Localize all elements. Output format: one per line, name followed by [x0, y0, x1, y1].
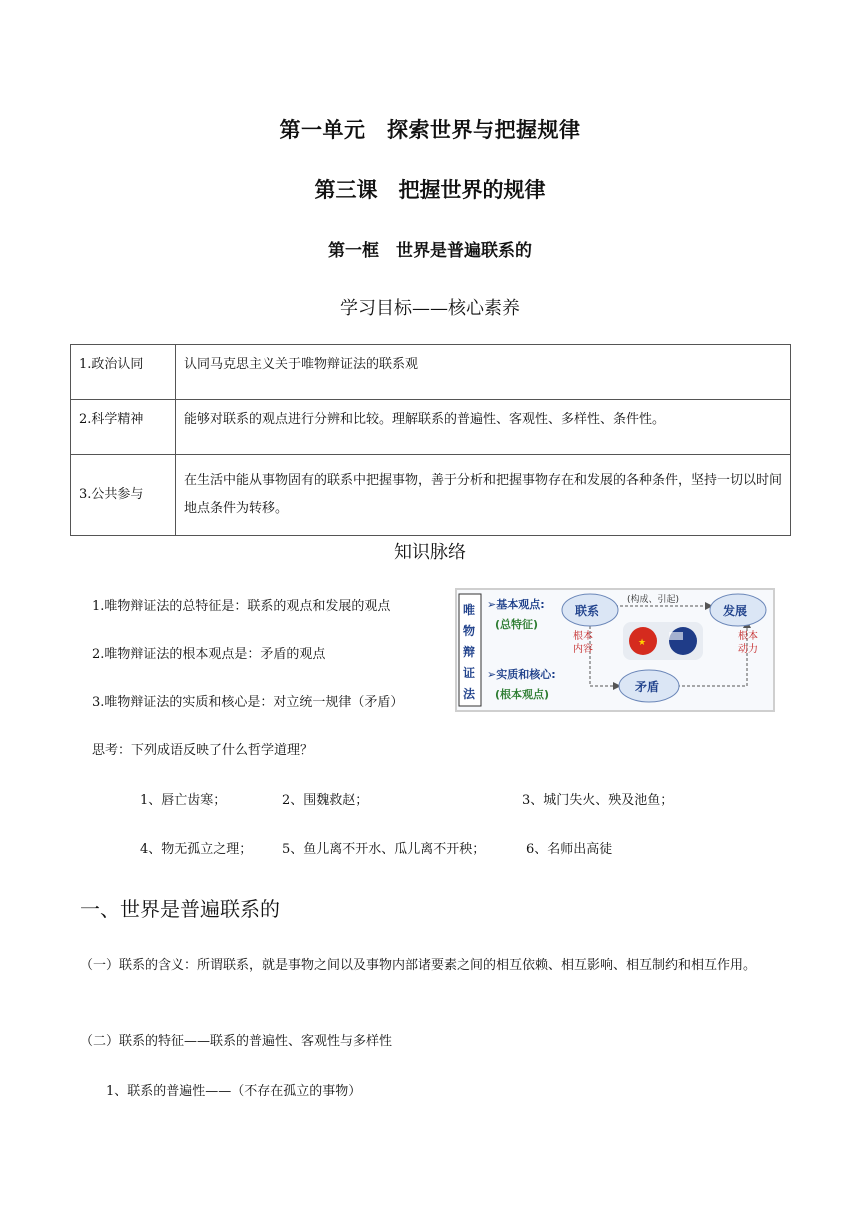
basic-view-label: ➢基本观点:	[487, 598, 545, 611]
lesson-title: 第三课 把握世界的规律	[314, 177, 546, 202]
idiom-4: 4、物无孤立之理；	[140, 842, 253, 857]
knowledge-heading: 知识脉络	[394, 542, 466, 563]
goals-table	[70, 344, 791, 536]
knowledge-item-2: 2.唯物辩证法的根本观点是：矛盾的观点	[92, 647, 326, 662]
basic-view-sub: (总特征)	[495, 618, 539, 631]
root-power-label: 根本动力	[738, 631, 758, 655]
knowledge-item-3: 3.唯物辩证法的实质和核心是：对立统一规律（矛盾）	[92, 695, 404, 710]
goal-value: 能够对联系的观点进行分辨和比较。理解联系的普遍性、客观性、多样性、条件性。	[176, 400, 791, 455]
meaning-paragraph: （一）联系的含义：所谓联系，就是事物之间以及事物内部诸要素之间的相互依赖、相互影响、相互制约和相互作用。	[80, 958, 757, 973]
idiom-3: 3、城门失火、殃及池鱼；	[522, 793, 674, 808]
table-row	[71, 455, 791, 536]
universality-line: 1、联系的普遍性——（不存在孤立的事物）	[106, 1084, 362, 1099]
goals-heading: 学习目标——核心素养	[340, 298, 520, 319]
svg-text:★: ★	[638, 638, 647, 648]
side-label: 唯物辩证法	[463, 603, 476, 701]
node-link-label: 联系	[575, 604, 600, 618]
glove-right	[669, 627, 697, 655]
knowledge-item-1: 1.唯物辩证法的总特征是：联系的观点和发展的观点	[92, 599, 391, 614]
idiom-5: 5、鱼儿离不开水、瓜儿离不开秧；	[282, 842, 486, 857]
idiom-6: 6、名师出高徒	[526, 842, 613, 857]
section-heading: 一、世界是普遍联系的	[80, 897, 280, 921]
essence-label: ➢实质和核心:	[487, 668, 556, 681]
arrow-label: (构成、引起)	[627, 595, 680, 605]
node-contra-label: 矛盾	[635, 680, 660, 694]
goal-value: 在生活中能从事物固有的联系中把握事物，善于分析和把握事物存在和发展的各种条件，坚持一切以时间地点条件为转移。	[176, 455, 791, 536]
frame-title: 第一框 世界是普遍联系的	[328, 241, 532, 261]
goal-key: 1.政治认同	[71, 345, 176, 400]
goal-key: 2.科学精神	[71, 400, 176, 455]
idiom-1: 1、唇亡齿寒；	[140, 793, 227, 808]
essence-sub: (根本观点)	[495, 688, 550, 701]
dialectics-diagram	[455, 588, 775, 712]
features-line: （二）联系的特征——联系的普遍性、客观性与多样性	[80, 1034, 393, 1049]
unit-title: 第一单元 探索世界与把握规律	[279, 117, 581, 142]
table-row	[71, 400, 791, 455]
table-row	[71, 345, 791, 400]
idiom-2: 2、围魏救赵；	[282, 793, 369, 808]
goal-key: 3.公共参与	[71, 455, 176, 536]
think-question: 思考：下列成语反映了什么哲学道理？	[92, 743, 314, 758]
root-content-label: 根本内容	[573, 631, 593, 655]
goal-value: 认同马克思主义关于唯物辩证法的联系观	[176, 345, 791, 400]
node-dev-label: 发展	[723, 604, 748, 618]
